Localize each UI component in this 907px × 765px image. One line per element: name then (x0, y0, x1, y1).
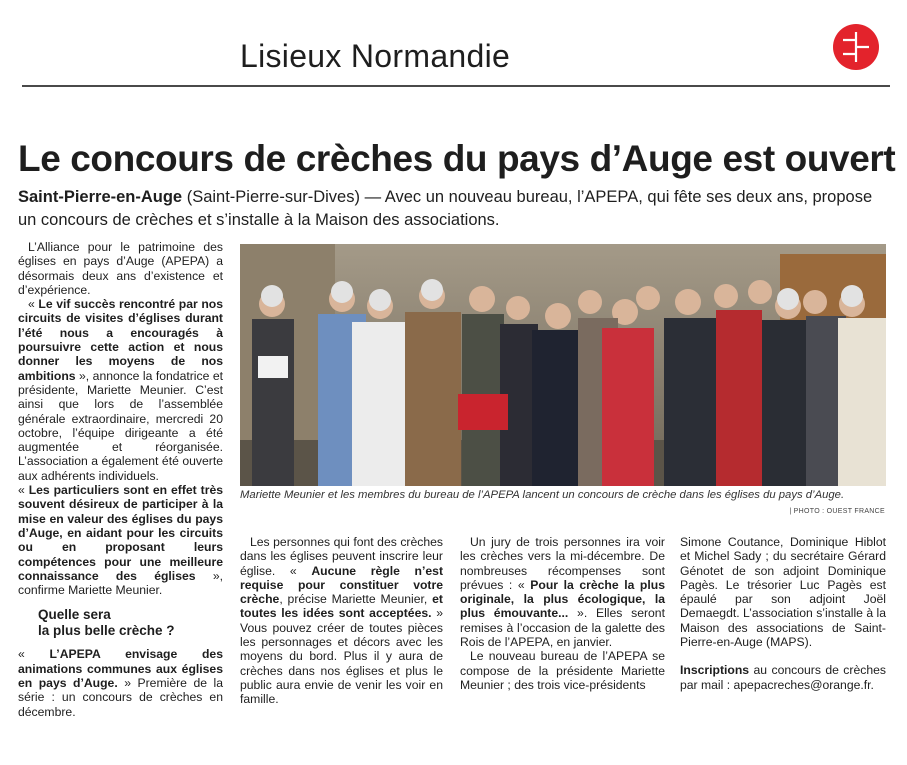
lead-place: Saint-Pierre-en-Auge (18, 188, 183, 206)
photo-credit: | PHOTO : OUEST FRANCE (789, 508, 885, 515)
quote-bold: Aucune règle n’est requise pour constituer votre crèche (240, 563, 443, 607)
article-column-4 (680, 535, 886, 692)
photo-caption: Mariette Meunier et les membres du bureau de l’APEPA lancent un concours de crèche dans les églises du pays d’Auge. (240, 489, 845, 501)
section-title: Lisieux Normandie (240, 38, 511, 74)
quote-paragraph: « Le vif succès rencontré par nos circuits de visites d’églises durant l’été nous a encouragés à poursuivre cette action et nous donner les moyens de nos ambitions », annonce la fondatrice et présidente, Mariette Meunier. C’est ainsi que lors de l’assemblée générale extraordinaire, mercredi 20 octobre, l’équipe dirigeante a été augmentée et réorganisée. L’association a également été ouverte aux adhérents individuels. (18, 297, 224, 483)
header-rule (22, 85, 890, 87)
lead-place-detail: (Saint-Pierre-sur-Dives) (182, 188, 360, 206)
paragraph: Le nouveau bureau de l’APEPA se compose de la présidente Mariette Meunier ; des trois vice-présidents (460, 649, 665, 692)
quote-bold: Les particuliers sont en effet très souvent désireux de participer à la mise en valeur des églises du pays d’Auge, en aidant pour les circuits ou en proposant leurs compétences pour une meilleure connaissance des églises (18, 483, 223, 583)
quote-bold: Pour la crèche la plus originale, la plus écologique, la plus émouvante... (460, 577, 665, 621)
ouest-france-logo-icon (833, 24, 879, 70)
paragraph: Un jury de trois personnes ira voir les crèches vers la mi-décembre. De nombreuses récompenses sont prévues : « Pour la crèche la plus originale, la plus écologique, la plus émouvante... ». Elles seront remises à l’occasion de la galette des Rois de l’APEPA, en janvier. (460, 535, 665, 650)
article-column-1 (18, 240, 223, 719)
inscriptions-label: Inscriptions (680, 663, 750, 678)
article-column-3 (460, 535, 665, 692)
group-photo-image (240, 244, 886, 486)
lead-text: — Avec un nouveau bureau, l’APEPA, qui fête ses deux ans, propose un concours de crèches et s’installe à la Maison des associations. (18, 188, 873, 229)
quote-paragraph: « L’APEPA envisage des animations communes aux églises en pays d’Auge. » Première de la série : un concours de crèches en décembre. (18, 647, 223, 719)
paragraph: Les personnes qui font des crèches dans les églises peuvent inscrire leur église. « Aucune règle n’est requise pour constituer votre crèche, précise Mariette Meunier, et toutes les idées sont acceptées. » Vous pouvez créer de toutes pièces les personnages et décors avec les moyens du bord. Plus il y aura de crèches dans nos églises et plus le public aura envie de venir les voir en famille. (240, 535, 443, 707)
quote-bold: Le vif succès rencontré par nos circuits de visites d’églises durant l’été nous a encouragés à poursuivre cette action et nous donner les moyens de nos ambitions (18, 297, 224, 383)
group-photo (240, 244, 886, 486)
article-lead (18, 186, 888, 232)
quote-bold: et toutes les idées sont acceptées. (240, 592, 443, 621)
article-subhead: Quelle sera la plus belle crèche ? (38, 607, 175, 639)
paragraph: Simone Coutance, Dominique Hiblot et Michel Sady ; du secrétaire Gérard Génotet de son adjoint Dominique Pagès. Le trésorier Luc Pagès est épaulé par son adjoint Joël Demaegdt. L’association s’installe à la Maison des associations de Saint-Pierre-en-Auge (MAPS). (680, 535, 886, 650)
paragraph: Inscriptions au concours de crèches par mail : apepacreches@orange.fr. (680, 663, 886, 692)
article-column-2 (240, 535, 443, 707)
article-headline: Le concours de crèches du pays d’Auge est ouvert (18, 138, 896, 179)
quote-paragraph: « Les particuliers sont en effet très souvent désireux de participer à la mise en valeur des églises du pays d’Auge, en aidant pour les circuits ou en proposant leurs compétences pour une meilleure connaissance des églises », confirme Mariette Meunier. (18, 483, 223, 598)
quote-bold: L’APEPA envisage des animations communes aux églises en pays d’Auge. (18, 647, 223, 691)
paragraph: L’Alliance pour le patrimoine des églises en pays d’Auge (APEPA) a désormais deux ans d’existence et d’expérience. (18, 240, 223, 297)
